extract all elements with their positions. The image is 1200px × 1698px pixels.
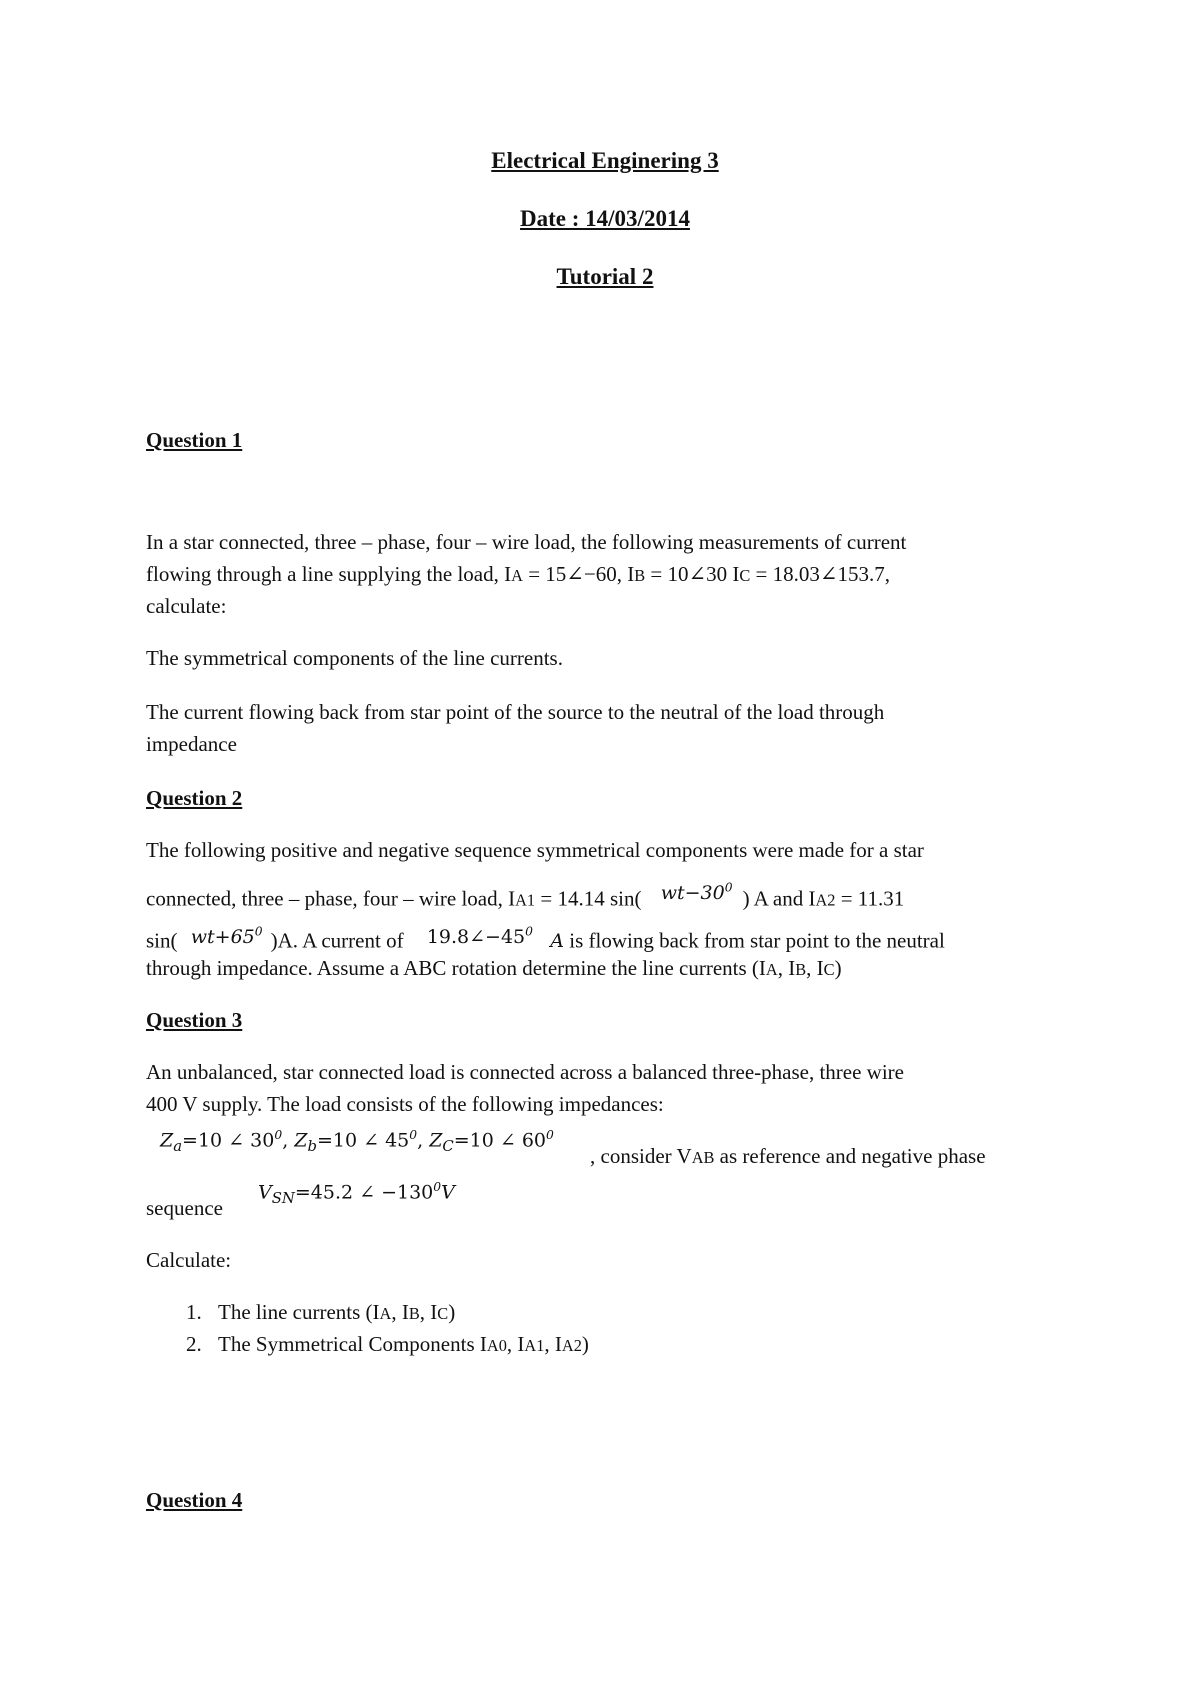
q3-list-item-1: 1. The line currents (IA, IB, IC)	[186, 1300, 456, 1324]
question-1-heading: Question 1	[146, 428, 243, 452]
q3-line-3: , consider VAB as reference and negative phase	[590, 1144, 986, 1168]
date-line: Date : 14/03/2014	[520, 206, 690, 231]
q1-line-2: flowing through a line supplying the load, IA = 15∠−60, IB = 10∠30 IC = 18.03∠153.7,	[146, 562, 890, 586]
q3-line-1: An unbalanced, star connected load is connected across a balanced three-phase, three wire	[146, 1060, 904, 1084]
q2-line-4: through impedance. Assume a ABC rotation determine the line currents (IA, IB, IC)	[146, 956, 842, 980]
equation-wt-plus-65: $wt+65^0$	[190, 925, 263, 949]
question-3-heading: Question 3	[146, 1008, 243, 1032]
q1-item-2-line-1: The current flowing back from star point of the source to the neutral of the load through	[146, 700, 885, 724]
q2-line-2: connected, three – phase, four – wire load, IA1 = 14.14 sin( $wt-30^0$ ) A and IA2 = 11.31	[146, 881, 905, 911]
question-4-heading: Question 4	[146, 1488, 243, 1512]
q2-line-3: sin( $wt+65^0$ )A. A current of $19.8\angle-45^0$ A is flowing back from star point to the neutral	[146, 925, 945, 953]
q1-line-1: In a star connected, three – phase, four – wire load, the following measurements of current	[146, 530, 907, 554]
tutorial-title: Tutorial 2	[556, 264, 654, 289]
equation-current-value: $19.8\angle-45^0$	[426, 925, 534, 949]
q3-list-item-2: 2. The Symmetrical Components IA0, IA1, IA2)	[186, 1332, 589, 1356]
equation-wt-minus-30: $wt-30^0$	[660, 881, 733, 905]
q1-item-2-line-2: impedance	[146, 732, 237, 756]
course-title: Electrical Enginering 3	[491, 148, 719, 173]
question-2-heading: Question 2	[146, 786, 243, 810]
q3-line-2: 400 V supply. The load consists of the following impedances:	[146, 1092, 664, 1116]
impedance-equations: $Z_a=10$ ∠ $30^0$, $Z_b=10$ ∠ $45^0$, $Z_C=10$ ∠ $60^0$	[160, 1128, 554, 1156]
q1-line-3: calculate:	[146, 594, 227, 618]
q1-item-1: The symmetrical components of the line currents.	[146, 646, 563, 670]
q3-line-4: sequence	[146, 1196, 223, 1220]
vsn-equation: $V_{SN}=45.2$ ∠ $-130^0V$	[258, 1180, 455, 1208]
q3-calculate: Calculate:	[146, 1248, 232, 1272]
q2-line-1: The following positive and negative sequence symmetrical components were made for a star	[146, 838, 924, 862]
